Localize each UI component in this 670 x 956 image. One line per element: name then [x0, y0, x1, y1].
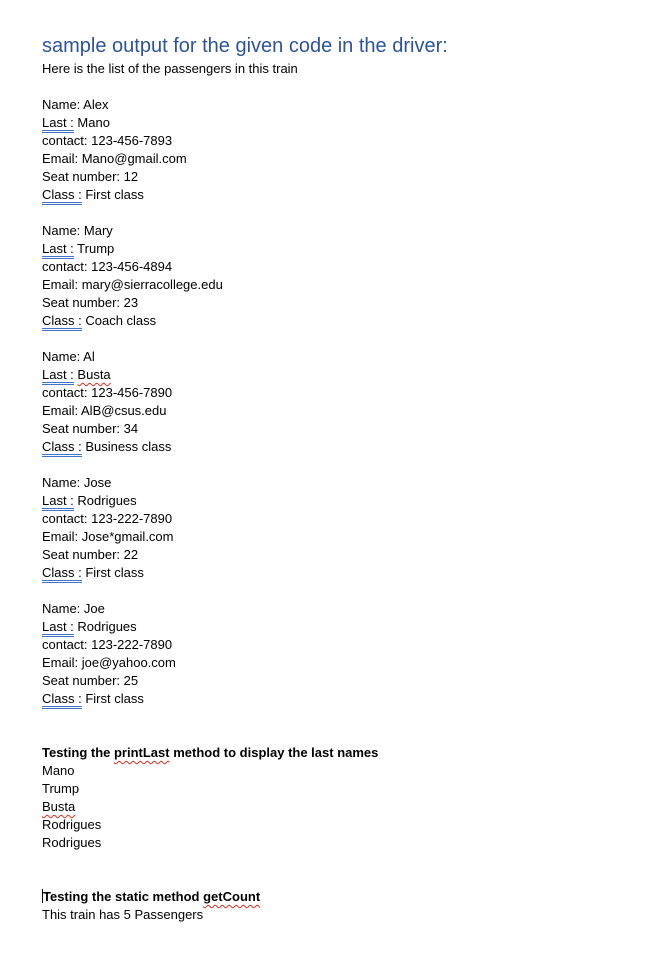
last-label: Last :	[42, 241, 74, 259]
passenger-block	[42, 96, 642, 204]
class-label: Class :	[42, 565, 82, 583]
last-name-item: Rodrigues	[42, 817, 102, 832]
last-name-item: Mano	[42, 763, 75, 778]
passenger-email: Email: mary@sierracollege.edu	[42, 277, 223, 292]
passenger-name: Name: Al	[42, 349, 95, 364]
passenger-contact: contact: 123-456-4894	[42, 259, 173, 274]
class-value: First class	[81, 691, 144, 706]
passenger-class	[42, 438, 642, 456]
passenger-seat: Seat number: 12	[42, 169, 139, 184]
last-label: Last :	[42, 367, 74, 385]
last-value: Busta	[77, 367, 111, 382]
passenger-block	[42, 474, 642, 582]
last-value: Rodrigues	[73, 493, 137, 508]
passenger-last	[42, 240, 642, 258]
passenger-contact: contact: 123-222-7890	[42, 511, 173, 526]
passenger-last	[42, 114, 642, 132]
page-heading: sample output for the given code in the driver:	[42, 35, 448, 57]
get-count-result: This train has 5 Passengers	[42, 907, 204, 922]
passenger-seat: Seat number: 23	[42, 295, 139, 310]
class-value: First class	[81, 565, 144, 580]
passenger-class	[42, 564, 642, 582]
print-last-method: printLast	[113, 745, 170, 760]
passenger-contact: contact: 123-222-7890	[42, 637, 173, 652]
passenger-seat: Seat number: 22	[42, 547, 139, 562]
passenger-name: Name: Mary	[42, 223, 113, 238]
class-label: Class :	[42, 313, 82, 331]
last-name-item: Trump	[42, 781, 80, 796]
passenger-name: Name: Jose	[42, 475, 112, 490]
passenger-name: Name: Alex	[42, 97, 109, 112]
class-label: Class :	[42, 187, 82, 205]
class-label: Class :	[42, 439, 82, 457]
passenger-block	[42, 600, 642, 708]
class-value: Business class	[81, 439, 172, 454]
print-last-title: Testing the printLast method to display the last names	[42, 745, 379, 760]
print-last-section	[42, 744, 642, 852]
passenger-class	[42, 690, 642, 708]
last-label: Last :	[42, 619, 74, 637]
passenger-last	[42, 618, 642, 636]
passenger-block	[42, 348, 642, 456]
passenger-name: Name: Joe	[42, 601, 105, 616]
get-count-title[interactable]: Testing the static method getCount	[43, 889, 261, 904]
last-value: Trump	[73, 241, 115, 256]
passenger-last	[42, 366, 642, 384]
passenger-email: Email: Jose*gmail.com	[42, 529, 174, 544]
passenger-email: Email: Mano@gmail.com	[42, 151, 187, 166]
last-label: Last :	[42, 493, 74, 511]
intro-text: Here is the list of the passengers in this train	[42, 61, 298, 76]
get-count-method: getCount	[203, 889, 261, 904]
document-body	[42, 60, 642, 924]
passenger-seat: Seat number: 25	[42, 673, 139, 688]
class-label: Class :	[42, 691, 82, 709]
passenger-contact: contact: 123-456-7893	[42, 133, 173, 148]
passenger-class	[42, 312, 642, 330]
last-name-item: Rodrigues	[42, 835, 102, 850]
passenger-email: Email: joe@yahoo.com	[42, 655, 176, 670]
last-value: Rodrigues	[73, 619, 137, 634]
last-name-item: Busta	[42, 799, 76, 814]
passenger-last	[42, 492, 642, 510]
passenger-block	[42, 222, 642, 330]
get-count-section	[42, 888, 642, 924]
passenger-email: Email: AlB@csus.edu	[42, 403, 167, 418]
passenger-class	[42, 186, 642, 204]
last-label: Last :	[42, 115, 74, 133]
class-value: Coach class	[81, 313, 157, 328]
last-value: Mano	[73, 115, 110, 130]
passenger-seat: Seat number: 34	[42, 421, 139, 436]
passenger-contact: contact: 123-456-7890	[42, 385, 173, 400]
class-value: First class	[81, 187, 144, 202]
